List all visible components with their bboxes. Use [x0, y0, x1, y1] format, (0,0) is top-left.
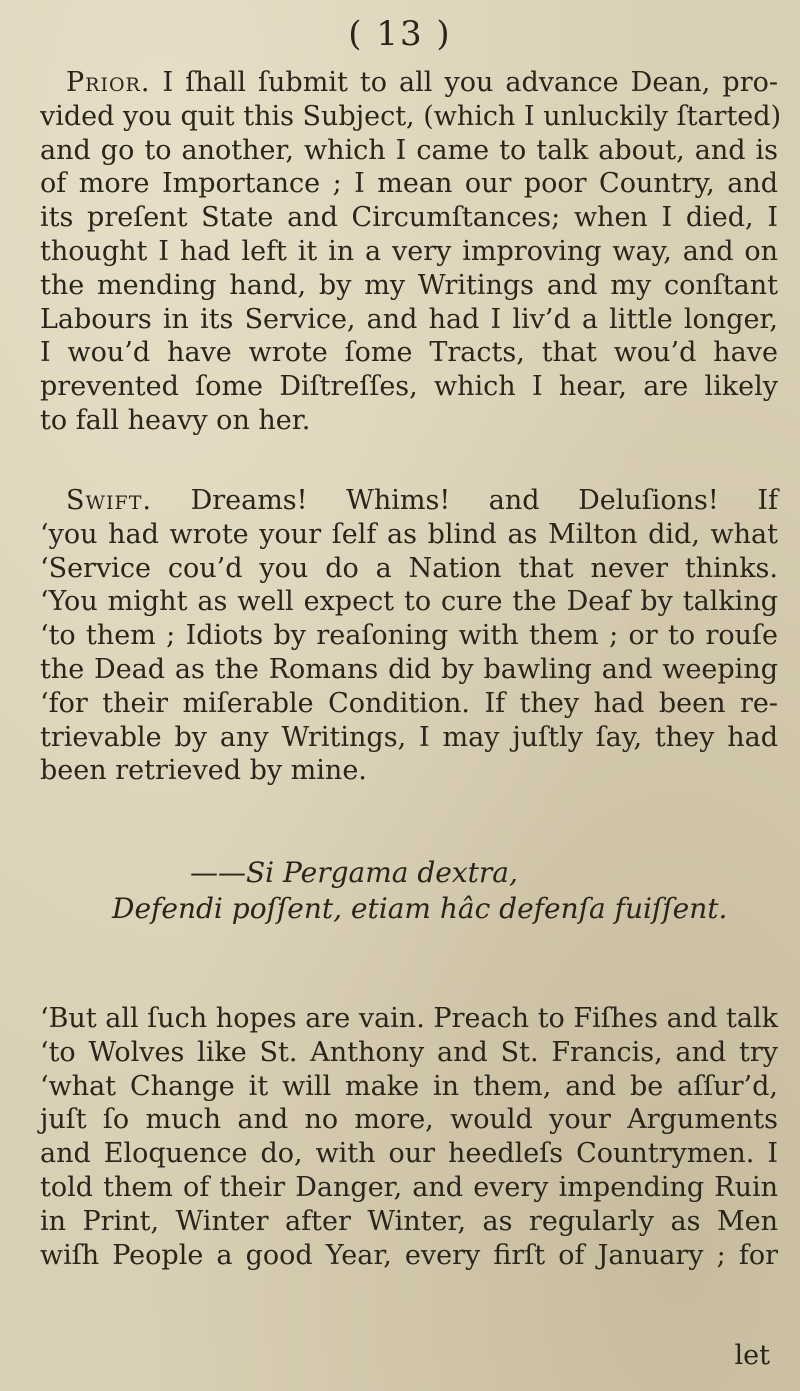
- text-line: told them of their Danger, and every impending Ruin: [40, 1171, 778, 1203]
- text-line: thought I had left it in a very improving way, and on: [40, 235, 778, 267]
- text-line: ‘you had wrote your ſelf as blind as Milton did, what: [40, 518, 778, 550]
- paragraph-prior: [40, 66, 782, 438]
- text-line: in Print, Winter after Winter, as regularly as Men: [40, 1205, 778, 1237]
- speaker-name: Swift.: [66, 485, 152, 516]
- page-number: ( 13 ): [348, 14, 452, 54]
- text-line: the mending hand, by my Writings and my conſtant: [40, 269, 778, 301]
- text-line: Swift. Dreams! Whims! and Deluſions! If: [66, 485, 778, 516]
- text-line: juſt ſo much and no more, would your Arguments: [40, 1104, 778, 1136]
- catchword: let: [734, 1340, 770, 1371]
- text-line: its preſent State and Circumſtances; when I died, I: [40, 202, 778, 234]
- text-line: ‘what Change it will make in them, and be aſſur’d,: [40, 1070, 778, 1102]
- text-line: ‘Service cou’d you do a Nation that never thinks.: [40, 552, 778, 584]
- text-line: Labours in its Service, and had I liv’d a little longer,: [40, 303, 778, 335]
- paragraph-continuation: [40, 1002, 778, 1272]
- text-line: Prior. I ſhall ſubmit to all you advance Dean, pro-: [66, 67, 778, 98]
- text-line: the Dead as the Romans did by bawling and weeping: [40, 653, 778, 685]
- paragraph-swift: [40, 484, 778, 788]
- text-line: been retrieved by mine.: [40, 755, 367, 787]
- text-line: I wou’d have wrote ſome Tracts, that wou’d have: [40, 337, 778, 369]
- text-line: ‘But all ſuch hopes are vain. Preach to Fiſhes and talk: [40, 1003, 778, 1034]
- text-line: of more Importance ; I mean our poor Country, and: [40, 168, 778, 200]
- text-line: prevented ſome Diſtreſſes, which I hear, are likely: [40, 371, 778, 403]
- text-line: ‘to them ; Idiots by reaſoning with them ; or to rouſe: [40, 620, 778, 652]
- text-line: ‘to Wolves like St. Anthony and St. Francis, and try: [40, 1036, 778, 1068]
- text-line: wiſh People a good Year, every firſt of January ; for: [40, 1239, 778, 1271]
- text-line: vided you quit this Subject, (which I unluckily ſtarted): [40, 100, 782, 132]
- latin-quote-line-2: Defendi poſſent, etiam hâc defenſa fuiſſent.: [112, 892, 728, 925]
- text-line: and Eloquence do, with our heedleſs Countrymen. I: [40, 1138, 778, 1170]
- text-line: ‘for their miſerable Condition. If they had been re-: [40, 687, 778, 719]
- text-line: and go to another, which I came to talk about, and is: [40, 134, 778, 166]
- speaker-name: Prior.: [66, 67, 151, 98]
- text-line: trievable by any Writings, I may juſtly ſay, they had: [40, 721, 778, 753]
- latin-quote-line-1: ——Si Pergama dextra,: [190, 856, 518, 889]
- text-line: to fall heavy on her.: [40, 404, 311, 436]
- text-line: ‘You might as well expect to cure the Deaf by talking: [40, 586, 778, 618]
